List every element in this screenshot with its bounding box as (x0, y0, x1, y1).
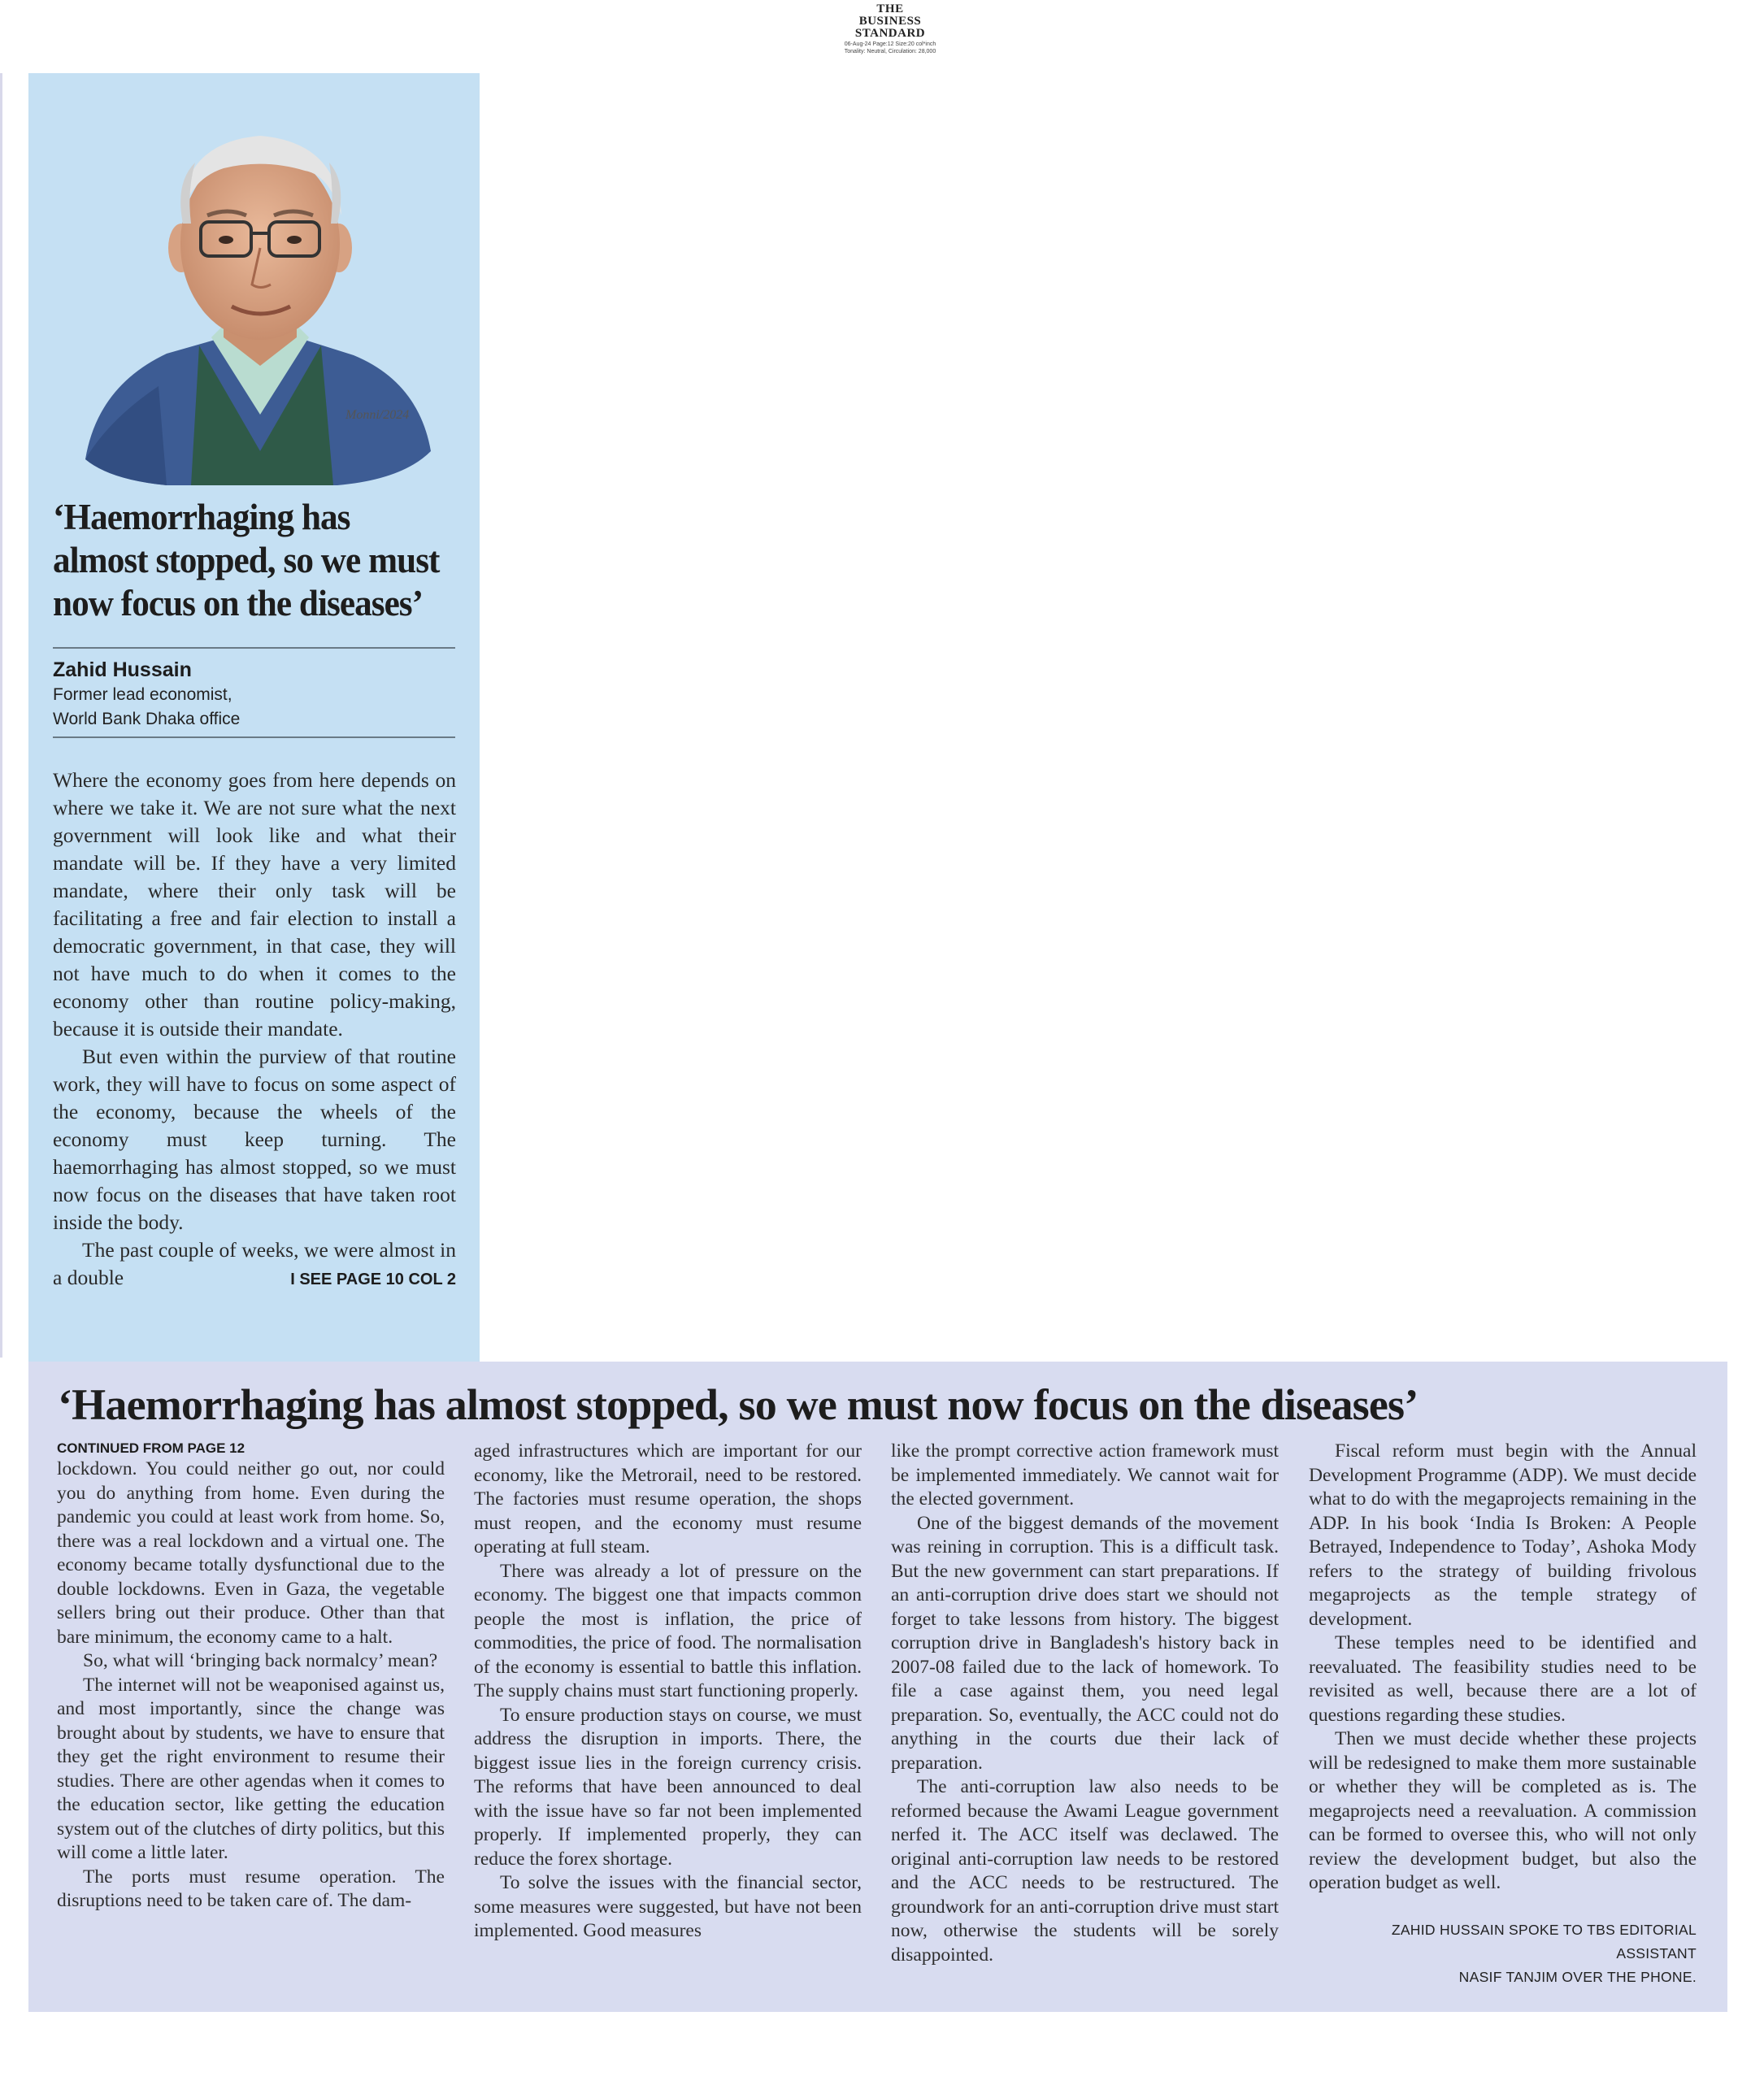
credit-line-2: NASIF TANJIM OVER THE PHONE. (1458, 1968, 1697, 1985)
sidebar-article-body (53, 767, 456, 1293)
clipping-meta-2: Tonality: Neutral, Circulation: 28,000 (844, 49, 936, 54)
masthead-line-1: THE (876, 2, 904, 15)
author-name: Zahid Hussain (53, 658, 192, 681)
paragraph: So, what will ‘bringing back normalcy’ mean? (83, 1650, 438, 1671)
author-role: Former lead economist, (53, 685, 232, 704)
byline-rule-top (53, 647, 455, 649)
artist-signature: Monni/2024 (345, 408, 410, 422)
text-column-4 (1309, 1440, 1697, 1989)
author-portrait-illustration (61, 93, 459, 492)
paragraph: To ensure production stays on course, we must address the disruption in imports. There, the biggest issue lies in the foreign currency crisis. The reforms that have been announced to deal with the issue have so far not been implemented properly. If implemented properly, they can reduce the forex shortage. (474, 1704, 862, 1870)
paragraph: The internet will not be weaponised against us, and most importantly, since the change was brought about by students, we have to ensure that they get the right environment to resume their studies. There are other agendas when it comes to the education sector, like getting the education system out of the clutches of dirty politics, but this will come a little later. (57, 1674, 445, 1863)
paragraph: To solve the issues with the financial sector, some measures were suggested, but have not been implemented. Good measures (474, 1872, 862, 1941)
paragraph: lockdown. You could neither go out, nor could you do anything from home. Even during the pandemic you could at least work from home. So, there was a real lockdown and a virtual one. The economy became totally dysfunctional due to the double lockdowns. Even in Gaza, the vegetable sellers bring out their produce. Other than that bare minimum, the economy came to a halt. (57, 1458, 445, 1648)
paragraph: like the prompt corrective action framework must be implemented immediately. We cannot wait for the elected government. (891, 1440, 1279, 1510)
byline-rule-bottom (53, 736, 455, 738)
paragraph: aged infrastructures which are important for our economy, like the Metrorail, need to be restored. The factories must resume operation, the shops must reopen, and the economy must resume operating at full steam. (474, 1440, 862, 1557)
paragraph-last (53, 1236, 456, 1292)
credit-line-1: ZAHID HUSSAIN SPOKE TO TBS EDITORIAL ASSISTANT (1391, 1921, 1697, 1962)
jump-reference: I SEE PAGE 10 COL 2 (290, 1271, 456, 1288)
paragraph-text: The past couple of weeks, we were almost in a double (53, 1238, 456, 1289)
clipping-meta: 06-Aug-24 Page:12 Size:20 col*inch (844, 41, 936, 47)
continuation-headline: ‘Haemorrhaging has almost stopped, so we must now focus on the diseases’ (58, 1380, 1419, 1429)
paragraph: Then we must decide whether these projects will be redesigned to make them more sustainable or whether they will be completed as is. The megaprojects need a reevaluation. A commission can be formed to oversee this, who will not only review the development budget, but also the operation budget as well. (1309, 1728, 1697, 1893)
paragraph: The ports must resume operation. The disruptions need to be taken care of. The dam- (57, 1866, 445, 1911)
paragraph: But even within the purview of that routine work, they will have to focus on some aspect of the economy, because the wheels of the economy must keep turning. The haemorrhaging has almost stopped, so we must now focus on the diseases that have taken root inside the body. (53, 1045, 456, 1234)
paragraph: The anti-corruption law also needs to be reformed because the Awami League government nerfed it. The ACC itself was declawed. The original anti-corruption law needs to be restored and the ACC needs to be restructured. The groundwork for an anti-corruption drive must start now, otherwise the students will be sorely disappointed. (891, 1776, 1279, 1966)
paragraph: Fiscal reform must begin with the Annual Development Programme (ADP). We must decide what to do with the megaprojects remaining in the ADP. In his book ‘India Is Broken: A People Betrayed, Independence to Today’, Ashoka Mody refers to the strategy of building frivolous megaprojects as the temple strategy of development. (1309, 1440, 1697, 1630)
continued-label: CONTINUED FROM PAGE 12 (57, 1440, 245, 1456)
paragraph: These temples need to be identified and reevaluated. The feasibility studies need to be revisited as well, because there are a lot of questions regarding these studies. (1309, 1632, 1697, 1726)
paragraph: Where the economy goes from here depends on where we take it. We are not sure what the next government will look like and what their mandate will be. If they have a very limited mandate, where their only task will be facilitating a free and fair election to install a democratic government, in that case, they will not have much to do when it comes to the economy other than routine policy-making, because it is outside their mandate. (53, 768, 456, 1040)
masthead-line-2: BUSINESS (858, 15, 922, 28)
continuation-section (28, 1362, 1727, 2012)
paragraph: There was already a lot of pressure on the economy. The biggest one that impacts common people the most is inflation, the price of commodities, the price of food. The normalisation of the economy is essential to battle this inflation. The supply chains must start functioning properly. (474, 1560, 862, 1701)
interview-credit (1309, 1918, 1697, 1989)
page-edge-divider (0, 73, 2, 1358)
text-column-3 (891, 1440, 1279, 1967)
newspaper-masthead (817, 3, 963, 54)
author-affiliation: World Bank Dhaka office (53, 710, 241, 728)
text-column-1 (57, 1440, 445, 1914)
paragraph: One of the biggest demands of the movement was reining in corruption. This is a difficult task. But the new government can start preparations. If an anti-corruption drive does start we should not forget to take lessons from history. The biggest corruption drive in Bangladesh's history back in 2007-08 failed due to the lack of homework. To file a case against them, you need legal preparation. So, eventually, the ACC could not do anything in the courts due their lack of preparation. (891, 1512, 1279, 1774)
sidebar-headline: ‘Haemorrhaging has almost stopped, so we must now focus on the diseases’ (53, 497, 440, 623)
masthead-line-3: STANDARD (854, 27, 926, 40)
author-byline (53, 657, 459, 732)
text-column-2 (474, 1440, 862, 1944)
article-sidebar (28, 73, 480, 1366)
